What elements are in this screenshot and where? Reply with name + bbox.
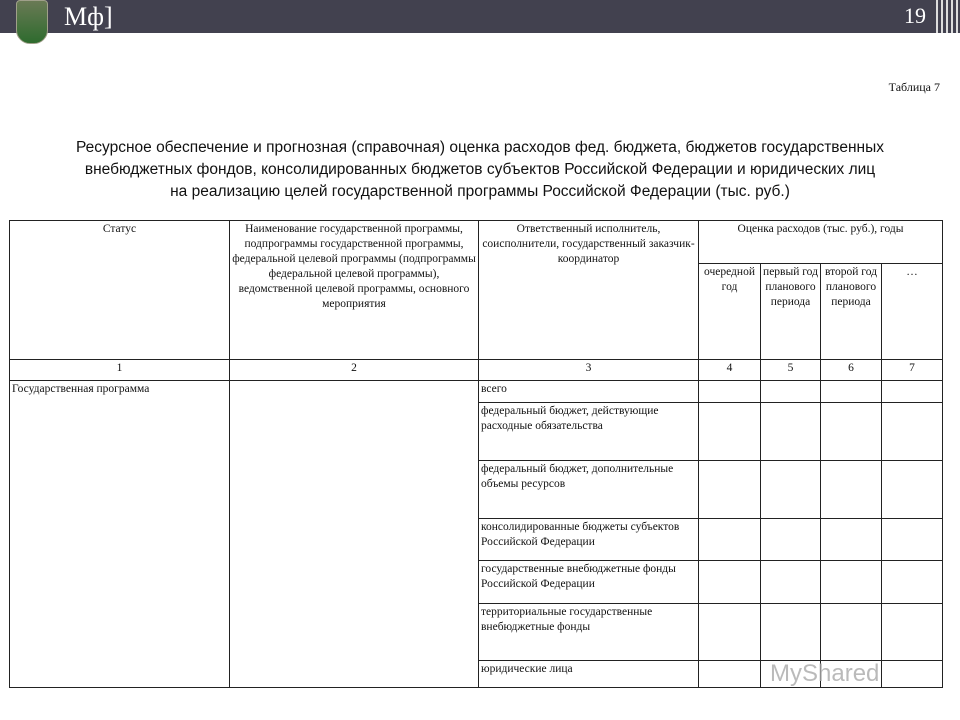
- header-name: Наименование государственной программы, подпрограммы государственной программы, федеральной целевой программы (подпрограммы федеральной целевой программы), ведомственной целевой программы, основного мероприятия: [230, 221, 479, 360]
- header-estimate: Оценка расходов (тыс. руб.), годы: [699, 221, 943, 264]
- source-cell: консолидированные бюджеты субъектов Российской Федерации: [479, 519, 699, 561]
- source-cell: государственные внебюджетные фонды Российской Федерации: [479, 561, 699, 604]
- source-cell: территориальные государственные внебюджетные фонды: [479, 604, 699, 661]
- header-status: Статус: [10, 221, 230, 360]
- source-cell: федеральный бюджет, действующие расходные обязательства: [479, 403, 699, 461]
- source-cell: всего: [479, 381, 699, 403]
- decorative-stripes: [936, 0, 960, 33]
- header-year: первый год планового периода: [761, 264, 821, 360]
- source-cell: федеральный бюджет, дополнительные объемы ресурсов: [479, 461, 699, 519]
- col-number: 1: [10, 360, 230, 381]
- title-line: внебюджетных фондов, консолидированных бюджетов субъектов Российской Федерации и юридических лиц: [84, 161, 876, 178]
- resource-table: [9, 220, 943, 688]
- name-cell: [230, 381, 479, 688]
- title-line: на реализацию целей государственной программы Российской Федерации (тыс. руб.): [170, 183, 790, 200]
- col-number: 2: [230, 360, 479, 381]
- logo: Мф]: [64, 2, 113, 31]
- col-number: 7: [882, 360, 943, 381]
- header-year: второй год планового периода: [821, 264, 882, 360]
- source-cell: юридические лица: [479, 661, 699, 688]
- col-number: 4: [699, 360, 761, 381]
- col-number: 3: [479, 360, 699, 381]
- table-row: [10, 381, 943, 403]
- watermark: MyShared: [770, 660, 880, 687]
- emblem-icon: [16, 0, 48, 44]
- table-label: Таблица 7: [888, 80, 940, 94]
- header-year: …: [882, 264, 943, 360]
- status-cell: Государственная программа: [10, 381, 230, 688]
- title-line: Ресурсное обеспечение и прогнозная (справочная) оценка расходов фед. бюджета, бюджетов государственных: [75, 139, 884, 156]
- header-year: очередной год: [699, 264, 761, 360]
- header-bar: [0, 0, 960, 33]
- page-number: 19: [904, 3, 926, 28]
- col-number: 5: [761, 360, 821, 381]
- page-title: [20, 137, 940, 203]
- col-number: 6: [821, 360, 882, 381]
- header-executor: Ответственный исполнитель, соисполнители, государственный заказчик-координатор: [479, 221, 699, 360]
